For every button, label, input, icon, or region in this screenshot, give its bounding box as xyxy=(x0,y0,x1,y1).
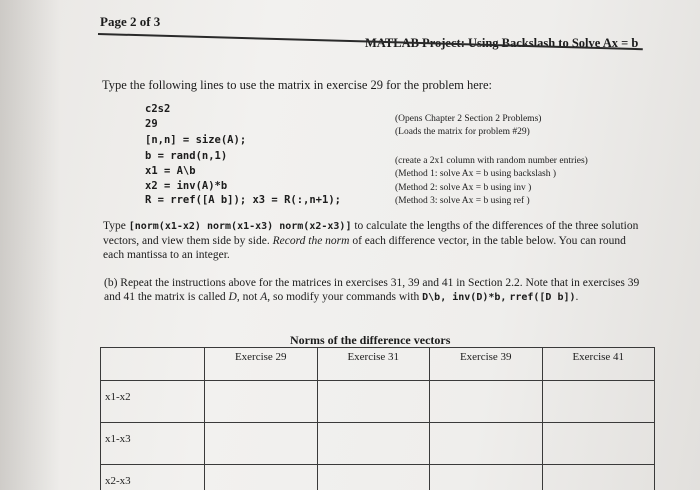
code-line: b = rand(n,1) xyxy=(145,150,228,162)
answer-cell[interactable] xyxy=(205,423,318,465)
part-b-paragraph xyxy=(104,276,649,305)
table-title: Norms of the difference vectors xyxy=(290,333,451,347)
para-text: , not xyxy=(236,291,261,303)
answer-cell[interactable] xyxy=(542,423,655,465)
row-label: x1-x3 xyxy=(101,423,205,465)
code-line: c2s2 xyxy=(145,103,171,115)
answer-cell[interactable] xyxy=(317,465,430,490)
answer-cell[interactable] xyxy=(542,465,655,490)
para-emphasis: Record the norm xyxy=(272,235,350,247)
answer-cell[interactable] xyxy=(430,381,543,423)
table-header-row xyxy=(101,348,655,381)
inline-command: rref([D b]) xyxy=(509,292,576,303)
inline-command: D\b, inv(D)*b, xyxy=(422,292,507,303)
intro-text: Type the following lines to use the matrix in exercise 29 for the problem here: xyxy=(102,78,492,92)
norm-command: [norm(x1-x2) norm(x1-x3) norm(x2-x3)] xyxy=(128,221,352,232)
para-text: of each difference vector, in the table below. You can round each mantissa to an integer. xyxy=(103,235,626,261)
norms-table xyxy=(100,347,655,490)
answer-cell[interactable] xyxy=(317,423,430,465)
para-emphasis: A xyxy=(260,291,268,303)
para-text: (b) Repeat the instructions above for the matrices in exercises 31, 39 and 41 in Section 2.2. Note that in exercises 39 and 41 the matrix is called xyxy=(104,277,640,303)
answer-cell[interactable] xyxy=(542,381,655,423)
answer-cell[interactable] xyxy=(430,465,543,490)
code-line: x1 = A\b xyxy=(145,165,196,177)
page-number: Page 2 of 3 xyxy=(100,14,161,29)
answer-cell[interactable] xyxy=(317,381,430,423)
para-text: . xyxy=(575,291,579,303)
code-note: (Method 1: solve Ax = b using backslash ) xyxy=(395,169,557,179)
instruction-paragraph xyxy=(103,219,648,262)
answer-cell[interactable] xyxy=(205,381,318,423)
table-corner-cell xyxy=(101,348,205,381)
table-row xyxy=(101,465,655,490)
page-shadow xyxy=(0,0,60,490)
code-line: x2 = inv(A)*b xyxy=(145,180,228,192)
column-header: Exercise 39 xyxy=(430,348,543,381)
column-header: Exercise 31 xyxy=(317,348,430,381)
code-note: (Opens Chapter 2 Section 2 Problems) xyxy=(395,114,542,124)
code-line: R = rref([A b]); x3 = R(:,n+1); xyxy=(145,194,341,206)
column-header: Exercise 41 xyxy=(542,348,655,381)
table-row xyxy=(101,381,655,423)
code-note: (create a 2x1 column with random number entries) xyxy=(395,156,588,166)
answer-cell[interactable] xyxy=(430,423,543,465)
answer-cell[interactable] xyxy=(205,465,318,490)
page-title: MATLAB Project: Using Backslash to Solve Ax = b xyxy=(365,36,639,50)
para-text: Type xyxy=(103,220,129,232)
table-row xyxy=(101,423,655,465)
row-label: x1-x2 xyxy=(101,381,205,423)
para-text: to calculate the lengths of the differences of the three solution vectors, and view them side by side. xyxy=(103,220,639,247)
para-emphasis: D xyxy=(228,291,237,303)
code-note: (Method 2: solve Ax = b using inv ) xyxy=(395,183,532,193)
code-note: (Loads the matrix for problem #29) xyxy=(395,127,530,137)
row-label: x2-x3 xyxy=(101,465,205,490)
code-note: (Method 3: solve Ax = b using ref ) xyxy=(395,196,530,206)
code-line: [n,n] = size(A); xyxy=(145,134,247,146)
para-text: , so modify your commands with xyxy=(267,291,423,303)
code-line: 29 xyxy=(145,118,158,130)
column-header: Exercise 29 xyxy=(205,348,318,381)
